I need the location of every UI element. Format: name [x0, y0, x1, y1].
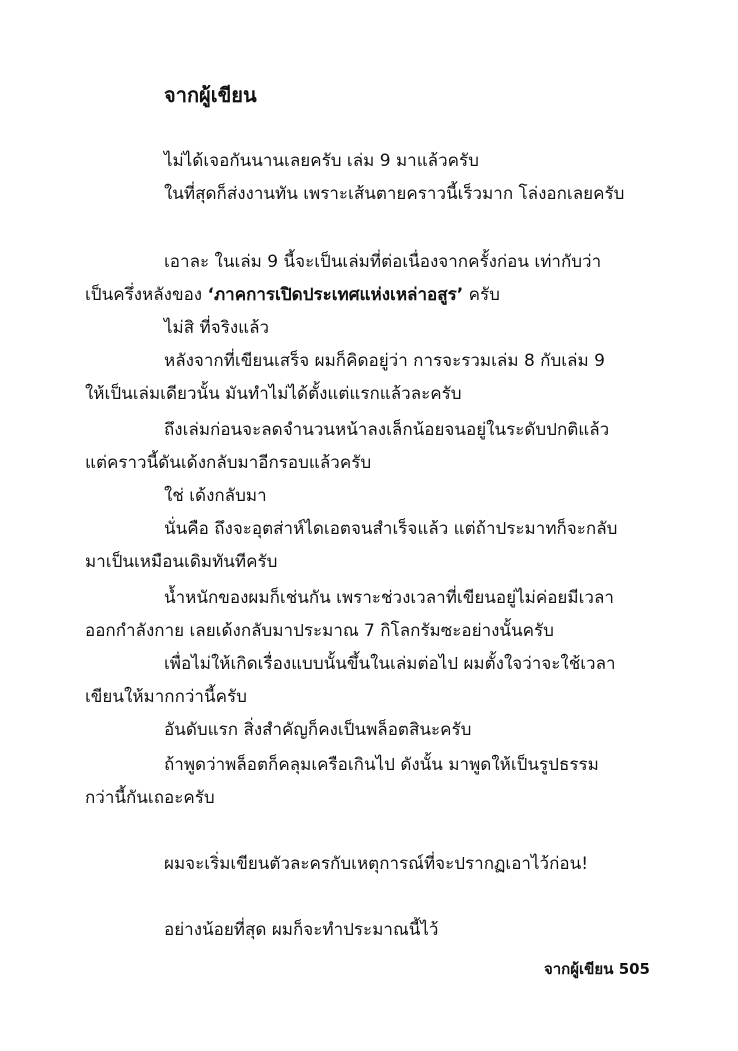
paragraph-line: ไม่สิ ที่จริงแล้ว [164, 318, 270, 338]
paragraph-line: ใช่ เด้งกลับมา [164, 486, 267, 506]
paragraph-line: น้ำหนักของผมก็เช่นกัน เพราะช่วงเวลาที่เขียนอยู่ไม่ค่อยมีเวลา [164, 588, 614, 608]
paragraph-line: หลังจากที่เขียนเสร็จ ผมก็คิดอยู่ว่า การจะรวมเล่ม 8 กับเล่ม 9 [164, 351, 605, 371]
paragraph-line: เอาละ ในเล่ม 9 นี้จะเป็นเล่มที่ต่อเนื่องจากครั้งก่อน เท่ากับว่า [164, 252, 602, 272]
paragraph-line: ถ้าพูดว่าพล็อตก็คลุมเครือเกินไป ดังนั้น มาพูดให้เป็นรูปธรรม [164, 755, 599, 775]
paragraph-line: ออกกำลังกาย เลยเด้งกลับมาประมาณ 7 กิโลกรัมซะอย่างนั้นครับ [85, 621, 554, 641]
line-text: เป็นครึ่งหลังของ [85, 285, 208, 305]
paragraph-line: อย่างน้อยที่สุด ผมก็จะทำประมาณนี้ไว้ [164, 920, 439, 940]
paragraph-line: ให้เป็นเล่มเดียวนั้น มันทำไม่ได้ตั้งแต่แรกแล้วละครับ [85, 384, 462, 404]
paragraph-line [85, 282, 500, 308]
part-title: ‘ภาคการเปิดประเทศแห่งเหล่าอสูร’ [207, 285, 464, 305]
paragraph-line: ในที่สุดก็ส่งงานทัน เพราะเส้นตายคราวนี้เร็วมาก โล่งอกเลยครับ [164, 184, 625, 204]
paragraph-line: แต่คราวนี้ดันเด้งกลับมาอีกรอบแล้วครับ [85, 453, 372, 473]
paragraph-line: ไม่ได้เจอกันนานเลยครับ เล่ม 9 มาแล้วครับ [164, 151, 479, 171]
running-title: จากผู้เขียน [543, 960, 614, 978]
paragraph-line: ถึงเล่มก่อนจะลดจำนวนหน้าลงเล็กน้อยจนอยู่ในระดับปกติแล้ว [164, 420, 610, 440]
paragraph-line: นั่นคือ ถึงจะอุตส่าห์ไดเอตจนสำเร็จแล้ว แต่ถ้าประมาทก็จะกลับ [164, 519, 618, 539]
page-number: 505 [618, 960, 650, 978]
line-text: ครับ [463, 285, 500, 305]
paragraph-line: เพื่อไม่ให้เกิดเรื่องแบบนั้นขึ้นในเล่มต่อไป ผมตั้งใจว่าจะใช้เวลา [164, 654, 616, 674]
paragraph-line: เขียนให้มากกว่านี้ครับ [85, 687, 247, 707]
chapter-heading: จากผู้เขียน [164, 83, 257, 107]
paragraph-line: กว่านี้กันเถอะครับ [85, 788, 215, 808]
paragraph-line: ผมจะเริ่มเขียนตัวละครกับเหตุการณ์ที่จะปรากฏเอาไว้ก่อน! [164, 854, 589, 874]
paragraph-line: มาเป็นเหมือนเดิมทันทีครับ [85, 552, 278, 572]
paragraph-line: อันดับแรก สิ่งสำคัญก็คงเป็นพล็อตสินะครับ [164, 720, 472, 740]
page-footer [544, 957, 650, 981]
